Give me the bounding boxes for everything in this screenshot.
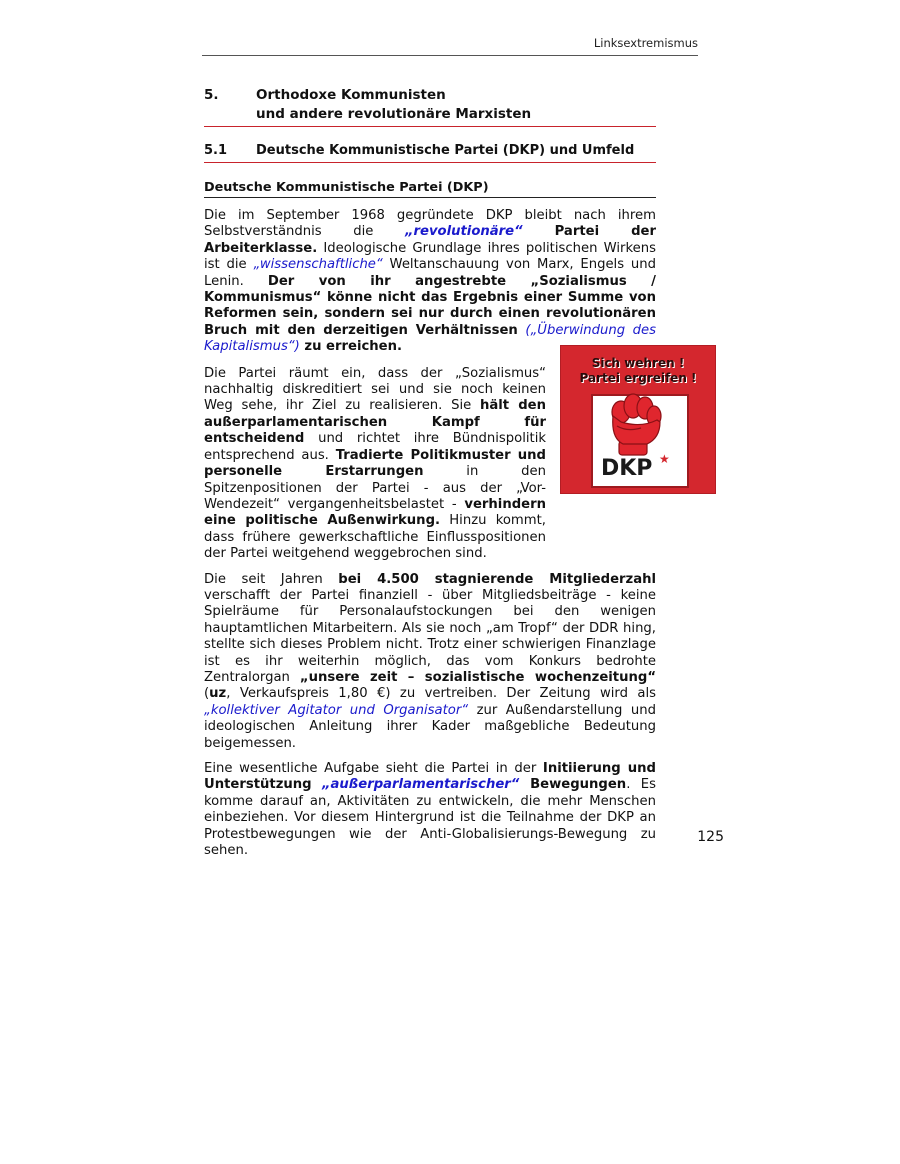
chapter-title-line1: Orthodoxe Kommunisten [256, 87, 446, 103]
p3-text-1: Die seit Jahren [204, 571, 339, 587]
p3-text-2: verschafft der Partei finanziell - über Mitgliedsbeiträge - keine Spielräume für Personalaufstockungen bei den wenigen hauptamtlichen Mitarbeitern. Als sie noch „am Tropf“ der DDR hing, stellte sich dieses Problem nicht. Trotz einer schwierigen Finanzlage ist es ihr weiterhin möglich, das vom Konkurs bedrohte Zentralorgan [204, 587, 656, 685]
dkp-poster-image [560, 345, 716, 494]
p2-text-2: und richtet ihre Bündnispolitik entsprechend aus. [204, 431, 546, 463]
p1-bold-statement: Der von ihr angestrebte „Sozialismus / Kommunismus“ könne nicht das Ergebnis einer Summe von Reformen sein, sondern sei nur durch einen revolutionären Bruch mit den derzeitigen Verhältnissen [204, 273, 656, 338]
poster-logo-text: DKP [601, 456, 653, 481]
star-icon: ★ [659, 452, 670, 466]
paragraph-1 [204, 208, 656, 356]
chapter-heading [204, 86, 656, 127]
p1-bold-arbeiterklasse: Partei der Arbeiterklasse. [204, 224, 656, 256]
p3-bold-uz: uz [209, 686, 227, 702]
paragraph-4 [204, 761, 656, 859]
chapter-title-line2: und andere revolutionäre Marxisten [256, 106, 532, 122]
p1-emphasis-ueberwindung: („Überwindung des Kapitalismus“) [204, 322, 656, 355]
p3-text-3: ( [204, 686, 210, 702]
p2-bold-aussenwirkung: verhindern eine politische Außenwirkung. [204, 496, 546, 529]
p3-bold-mitgliederzahl: bei 4.500 stagnierende Mitgliederzahl [338, 571, 656, 587]
p4-text-2: . Es komme darauf an, Aktivitäten zu entwickeln, die mehr Menschen einbeziehen. Vor diesem Hintergrund ist die Teilnahme der DKP an Protestbewegungen wie der Anti-Globalisierungs-Bewegung zu sehen. [204, 777, 656, 859]
section-heading [204, 142, 656, 163]
p4-text-1: Eine wesentliche Aufgabe sieht die Partei in der [204, 761, 543, 776]
page-number: 125 [697, 829, 724, 845]
poster-slogan-line1: Sich wehren ! [591, 356, 685, 370]
subheading: Deutsche Kommunistische Partei (DKP) [204, 180, 656, 198]
p4-bold-bewegungen: Bewegungen [519, 777, 627, 793]
p1-emphasis-wissenschaftliche: „wissenschaftliche“ [253, 257, 383, 273]
p3-text-4: , Verkaufspreis 1,80 €) zu vertreiben. Der Zeitung wird als [226, 686, 656, 702]
paragraph-3 [204, 572, 656, 752]
p1-text-3: Weltanschauung von Marx, Engels und Lenin. [204, 257, 656, 289]
p2-bold-politikmuster: Tradierte Politikmuster und personelle Erstarrungen [204, 447, 546, 480]
chapter-number: 5. [204, 87, 219, 103]
running-header [202, 36, 698, 56]
p1-bold-erreichen: zu erreichen. [299, 339, 403, 355]
p4-space [312, 777, 322, 792]
section-title: Deutsche Kommunistische Partei (DKP) und Umfeld [256, 143, 635, 158]
p2-text-3: in den Spitzenpositionen der Partei - aus der „Vor-Wendezeit“ vergangenheitsbelastet - [204, 464, 546, 512]
p1-text-2: Ideologische Grundlage ihres politischen Wirkens ist die [204, 240, 656, 273]
running-header-title: Linksextremismus [593, 36, 698, 50]
p4-bold-initiierung: Initiierung und Unterstützung [204, 761, 656, 793]
p3-emphasis-agitator: „kollektiver Agitator und Organisator“ [204, 702, 469, 718]
poster-slogan-line2: Partei ergreifen ! [579, 371, 697, 385]
p1-text-1: Die im September 1968 gegründete DKP bleibt nach ihrem Selbstverständnis die [204, 208, 656, 240]
section-number: 5.1 [204, 143, 228, 158]
p2-text-4: Hinzu kommt, dass frühere gewerkschaftliche Einflusspositionen der Partei weitgehend weggebrochen sind. [204, 513, 546, 562]
p1-emphasis-revolutionaere: „revolutionäre“ [405, 224, 523, 240]
chapter-title [256, 86, 531, 124]
p4-emphasis-ausserparlamentarisch: „außerparlamentarischer“ [322, 777, 520, 793]
p2-bold-kampf: hält den außerparlamentarischen Kampf für entscheidend [204, 398, 547, 447]
paragraph-2 [204, 366, 546, 563]
p2-text-1: Die Partei räumt ein, dass der „Sozialismus“ nachhaltig diskreditiert sei und sie noch keinen Weg sehe, ihr Ziel zu realisieren. Sie [204, 365, 546, 414]
p3-text-5: zur Außendarstellung und ideologischen Anleitung ihrer Kader maßgebliche Bedeutung beigemessen. [204, 702, 656, 751]
p3-bold-unsere-zeit: „unsere zeit – sozialistische wochenzeitung“ [299, 669, 656, 685]
